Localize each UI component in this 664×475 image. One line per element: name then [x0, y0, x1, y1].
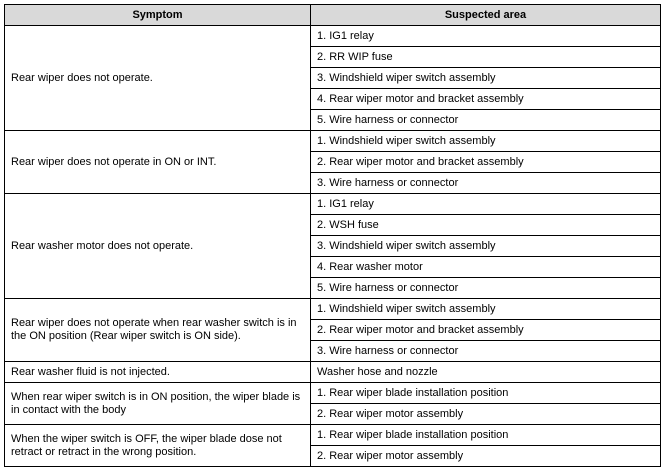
- table-row: [5, 383, 661, 404]
- table-row: [5, 299, 661, 320]
- area-cell: 2. RR WIP fuse: [311, 47, 661, 68]
- area-cell: 3. Windshield wiper switch assembly: [311, 68, 661, 89]
- area-cell: 1. Rear wiper blade installation position: [311, 383, 661, 404]
- symptom-cell: Rear wiper does not operate when rear washer switch is in the ON position (Rear wiper switch is ON side).: [5, 299, 311, 362]
- table-row: [5, 362, 661, 383]
- header-symptom: Symptom: [5, 5, 311, 26]
- area-cell: 2. Rear wiper motor assembly: [311, 446, 661, 467]
- area-cell: 4. Rear washer motor: [311, 257, 661, 278]
- area-cell: 2. Rear wiper motor and bracket assembly: [311, 320, 661, 341]
- area-cell: Washer hose and nozzle: [311, 362, 661, 383]
- area-cell: 1. IG1 relay: [311, 26, 661, 47]
- symptom-cell: Rear washer motor does not operate.: [5, 194, 311, 299]
- area-cell: 3. Wire harness or connector: [311, 341, 661, 362]
- area-cell: 2. WSH fuse: [311, 215, 661, 236]
- area-cell: 1. IG1 relay: [311, 194, 661, 215]
- symptom-cell: When rear wiper switch is in ON position, the wiper blade is in contact with the body: [5, 383, 311, 425]
- symptom-table: [4, 4, 661, 467]
- table-row: [5, 194, 661, 215]
- symptom-cell: Rear wiper does not operate in ON or INT.: [5, 131, 311, 194]
- area-cell: 2. Rear wiper motor assembly: [311, 404, 661, 425]
- symptom-cell: When the wiper switch is OFF, the wiper blade dose not retract or retract in the wrong position.: [5, 425, 311, 467]
- area-cell: 2. Rear wiper motor and bracket assembly: [311, 152, 661, 173]
- area-cell: 5. Wire harness or connector: [311, 278, 661, 299]
- table-row: [5, 425, 661, 446]
- area-cell: 5. Wire harness or connector: [311, 110, 661, 131]
- table-row: [5, 131, 661, 152]
- area-cell: 1. Windshield wiper switch assembly: [311, 131, 661, 152]
- symptom-cell: Rear wiper does not operate.: [5, 26, 311, 131]
- area-cell: 1. Rear wiper blade installation position: [311, 425, 661, 446]
- area-cell: 4. Rear wiper motor and bracket assembly: [311, 89, 661, 110]
- table-row: [5, 26, 661, 47]
- area-cell: 3. Windshield wiper switch assembly: [311, 236, 661, 257]
- area-cell: 3. Wire harness or connector: [311, 173, 661, 194]
- header-suspected-area: Suspected area: [311, 5, 661, 26]
- symptom-cell: Rear washer fluid is not injected.: [5, 362, 311, 383]
- header-row: [5, 5, 661, 26]
- area-cell: 1. Windshield wiper switch assembly: [311, 299, 661, 320]
